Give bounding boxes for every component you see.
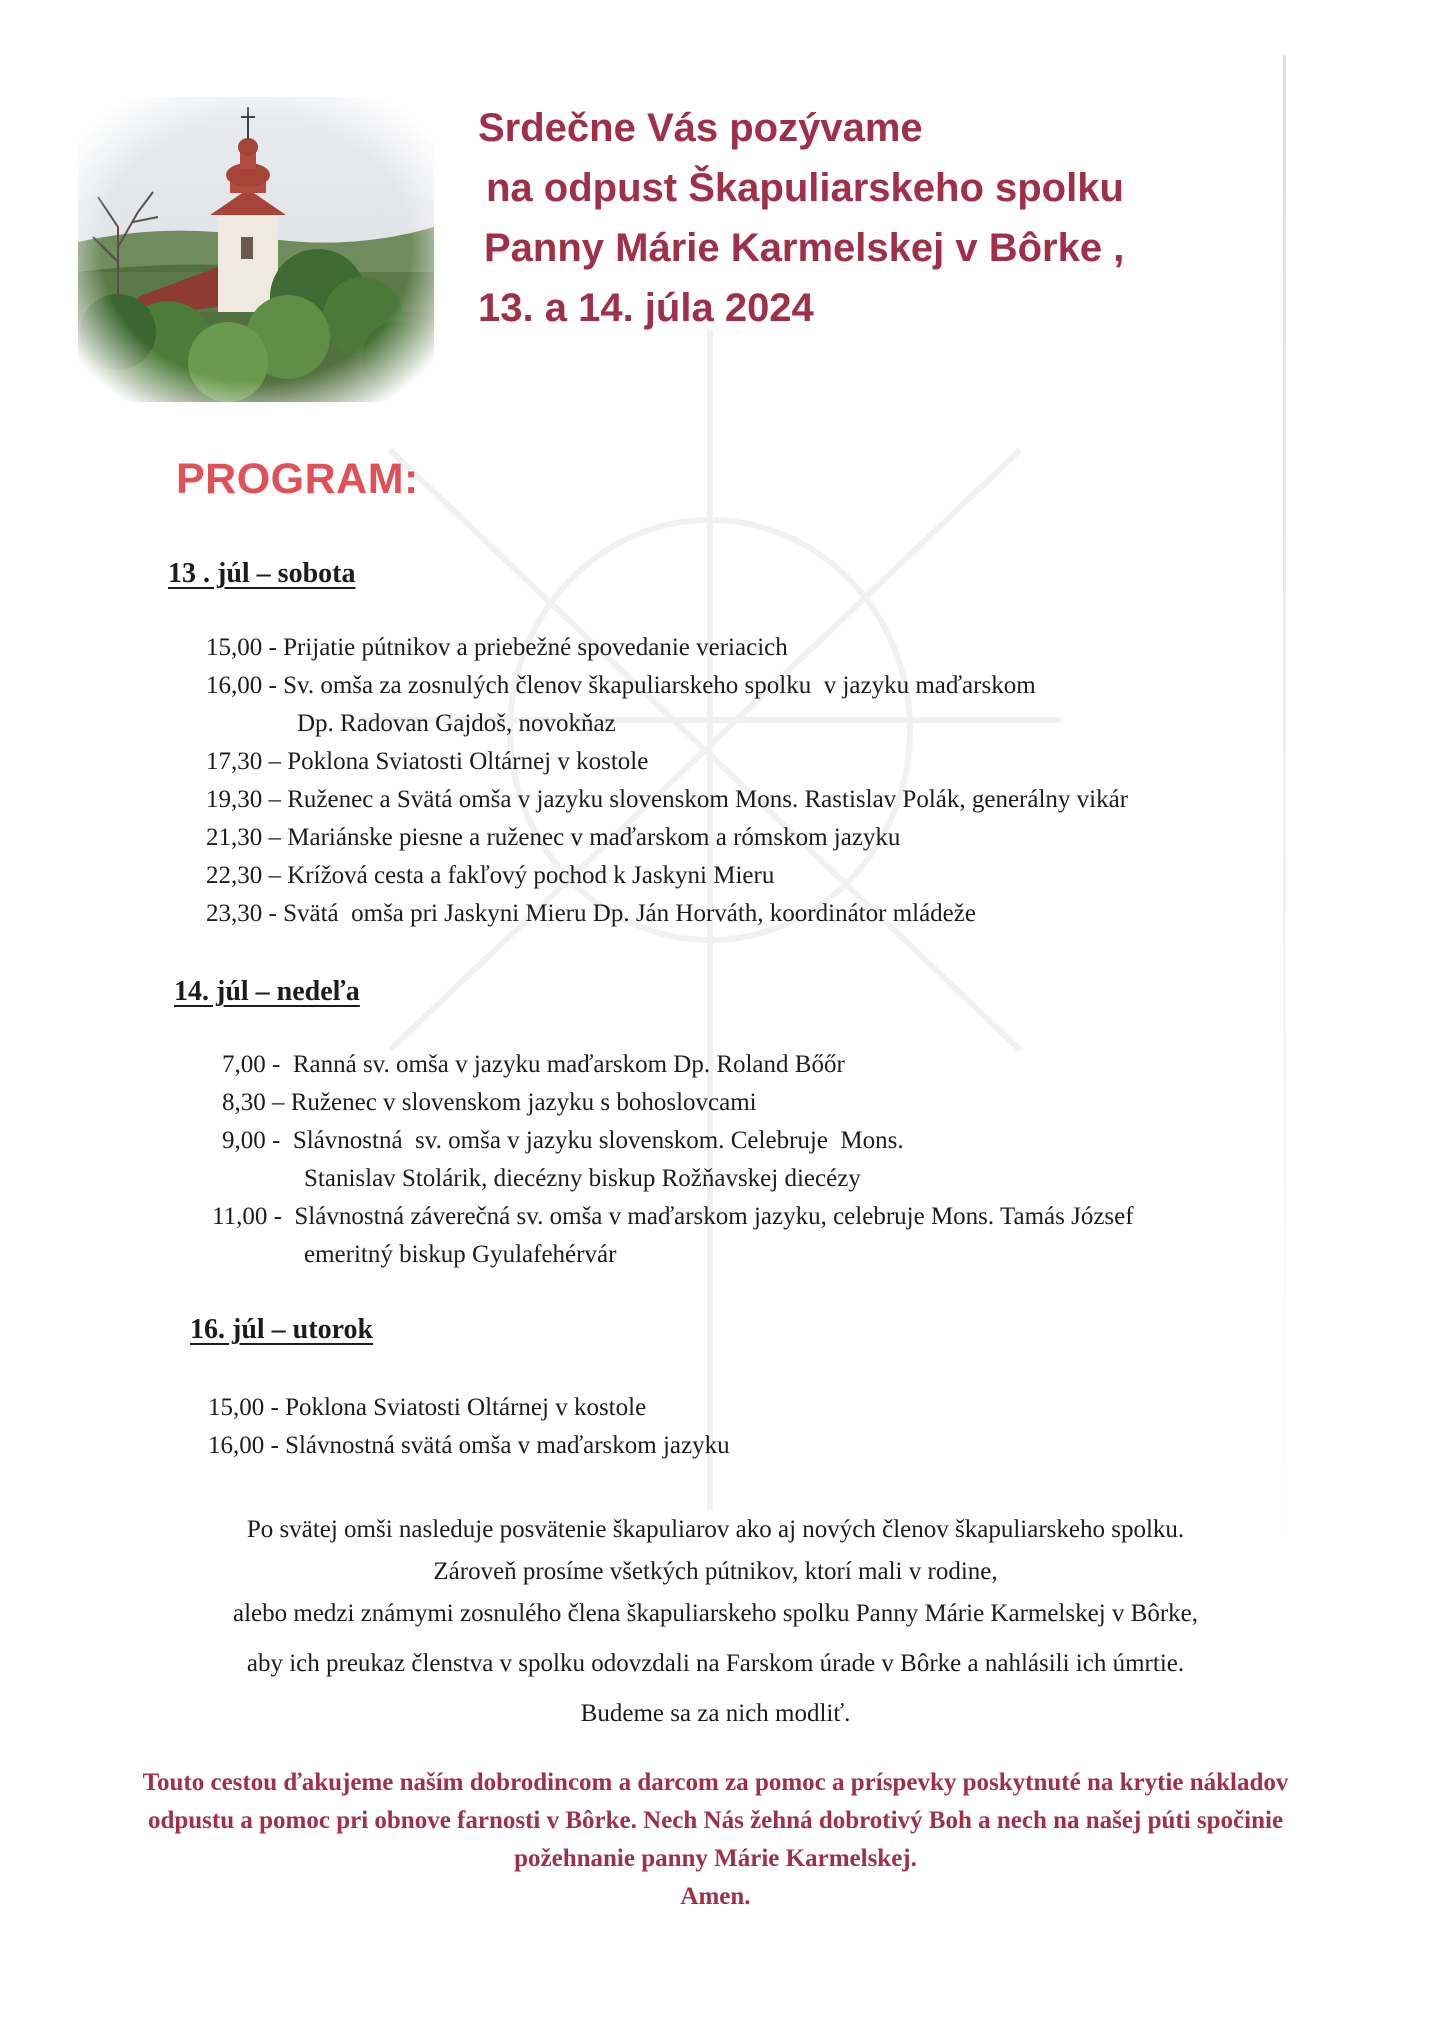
item-time: 7,00 - (222, 1051, 293, 1078)
item-time: 22,30 – (206, 862, 288, 889)
item-continuation: Dp. Radovan Gajdoš, novokňaz (297, 710, 616, 737)
schedule-sunday (212, 1046, 1134, 1274)
item-time: 11,00 - (212, 1203, 295, 1230)
item-text: Poklona Sviatosti Oltárnej v kostole (287, 748, 649, 775)
title-line: Panny Márie Karmelskej v Bôrke , (484, 226, 1125, 270)
schedule-item (206, 895, 1128, 933)
item-text: Slávnostná záverečná sv. omša v maďarskom jazyku, celebruje Mons. Tamás József (294, 1203, 1134, 1230)
schedule-item (206, 781, 1128, 819)
thanks-message (0, 1764, 1431, 1916)
item-time: 15,00 - (208, 1394, 286, 1421)
item-time: 19,30 – (206, 786, 288, 813)
invitation-title (478, 98, 1338, 338)
schedule-item (206, 629, 1128, 667)
schedule-item (222, 1046, 1134, 1084)
schedule-tuesday (208, 1389, 730, 1465)
item-text: Sv. omša za zosnulých členov škapuliarskeho spolku v jazyku maďarskom (283, 672, 1036, 699)
closing-line: aby ich preukaz členstva v spolku odovzdali na Farskom úrade v Bôrke a nahlásili ich úmrtie. (246, 1650, 1185, 1677)
day-heading-tuesday: 16. júl – utorok (190, 1314, 374, 1345)
item-text: Svätá omša pri Jaskyni Mieru Dp. Ján Horváth, koordinátor mládeže (283, 900, 976, 927)
closing-notice (0, 1509, 1431, 1735)
closing-line: alebo medzi známymi zosnulého člena škapuliarskeho spolku Panny Márie Karmelskej v Bôrke, (232, 1600, 1198, 1627)
schedule-item (206, 667, 1128, 705)
item-text: Slávnostná sv. omša v jazyku slovenskom. Celebruje Mons. (292, 1127, 904, 1154)
thanks-line: požehnanie panny Márie Karmelskej. (514, 1845, 917, 1872)
schedule-item (212, 1198, 1134, 1236)
schedule-item (206, 857, 1128, 895)
schedule-item (206, 743, 1128, 781)
thanks-line: Touto cestou ďakujeme naším dobrodincom a darcom za pomoc a príspevky poskytnuté na krytie nákladov (142, 1769, 1289, 1796)
day-heading-sunday: 14. júl – nedeľa (174, 976, 360, 1007)
program-heading: PROGRAM: (176, 455, 419, 503)
thanks-line: odpustu a pomoc pri obnove farnosti v Bôrke. Nech Nás žehná dobrotivý Boh a nech na našej púti spočinie (147, 1807, 1284, 1834)
item-text: Poklona Sviatosti Oltárnej v kostole (285, 1394, 647, 1421)
item-text: Prijatie pútnikov a priebežné spovedanie veriacich (283, 634, 788, 661)
title-line: na odpust Škapuliarskeho spolku (486, 166, 1124, 210)
schedule-item (206, 819, 1128, 857)
schedule-item (208, 1427, 730, 1465)
thanks-line: Amen. (680, 1883, 751, 1910)
item-continuation: emeritný biskup Gyulafehérvár (304, 1241, 617, 1268)
item-time: 16,00 - (208, 1432, 286, 1459)
item-continuation: Stanislav Stolárik, diecézny biskup Rožňavskej diecézy (304, 1165, 861, 1192)
church-photo (78, 97, 434, 402)
item-time: 8,30 – (222, 1089, 291, 1116)
schedule-item (222, 1084, 1134, 1122)
closing-line: Budeme sa za nich modliť. (580, 1700, 851, 1727)
item-text: Krížová cesta a fakľový pochod k Jaskyni Mieru (287, 862, 775, 889)
schedule-saturday (206, 629, 1128, 933)
item-text: Ranná sv. omša v jazyku maďarskom Dp. Roland Bőőr (292, 1051, 845, 1078)
item-time: 21,30 – (206, 824, 288, 851)
item-time: 17,30 – (206, 748, 288, 775)
item-time: 23,30 - (206, 900, 284, 927)
item-time: 15,00 - (206, 634, 284, 661)
schedule-item (222, 1122, 1134, 1160)
item-time: 16,00 - (206, 672, 284, 699)
item-text: Mariánske piesne a ruženec v maďarskom a rómskom jazyku (287, 824, 901, 851)
title-line: Srdečne Vás pozývame (478, 106, 923, 150)
closing-line: Zároveň prosíme všetkých pútnikov, ktorí mali v rodine, (433, 1558, 998, 1585)
title-line: 13. a 14. júla 2024 (478, 286, 814, 330)
schedule-item (208, 1389, 730, 1427)
item-time: 9,00 - (222, 1127, 293, 1154)
item-text: Ruženec a Svätá omša v jazyku slovenskom Mons. Rastislav Polák, generálny vikár (287, 786, 1129, 813)
day-heading-saturday: 13 . júl – sobota (168, 558, 356, 589)
item-text: Ruženec v slovenskom jazyku s bohoslovcami (290, 1089, 757, 1116)
closing-line: Po svätej omši nasleduje posvätenie škapuliarov ako aj nových členov škapuliarskeho spolku. (246, 1516, 1185, 1543)
item-text: Slávnostná svätá omša v maďarskom jazyku (285, 1432, 730, 1459)
